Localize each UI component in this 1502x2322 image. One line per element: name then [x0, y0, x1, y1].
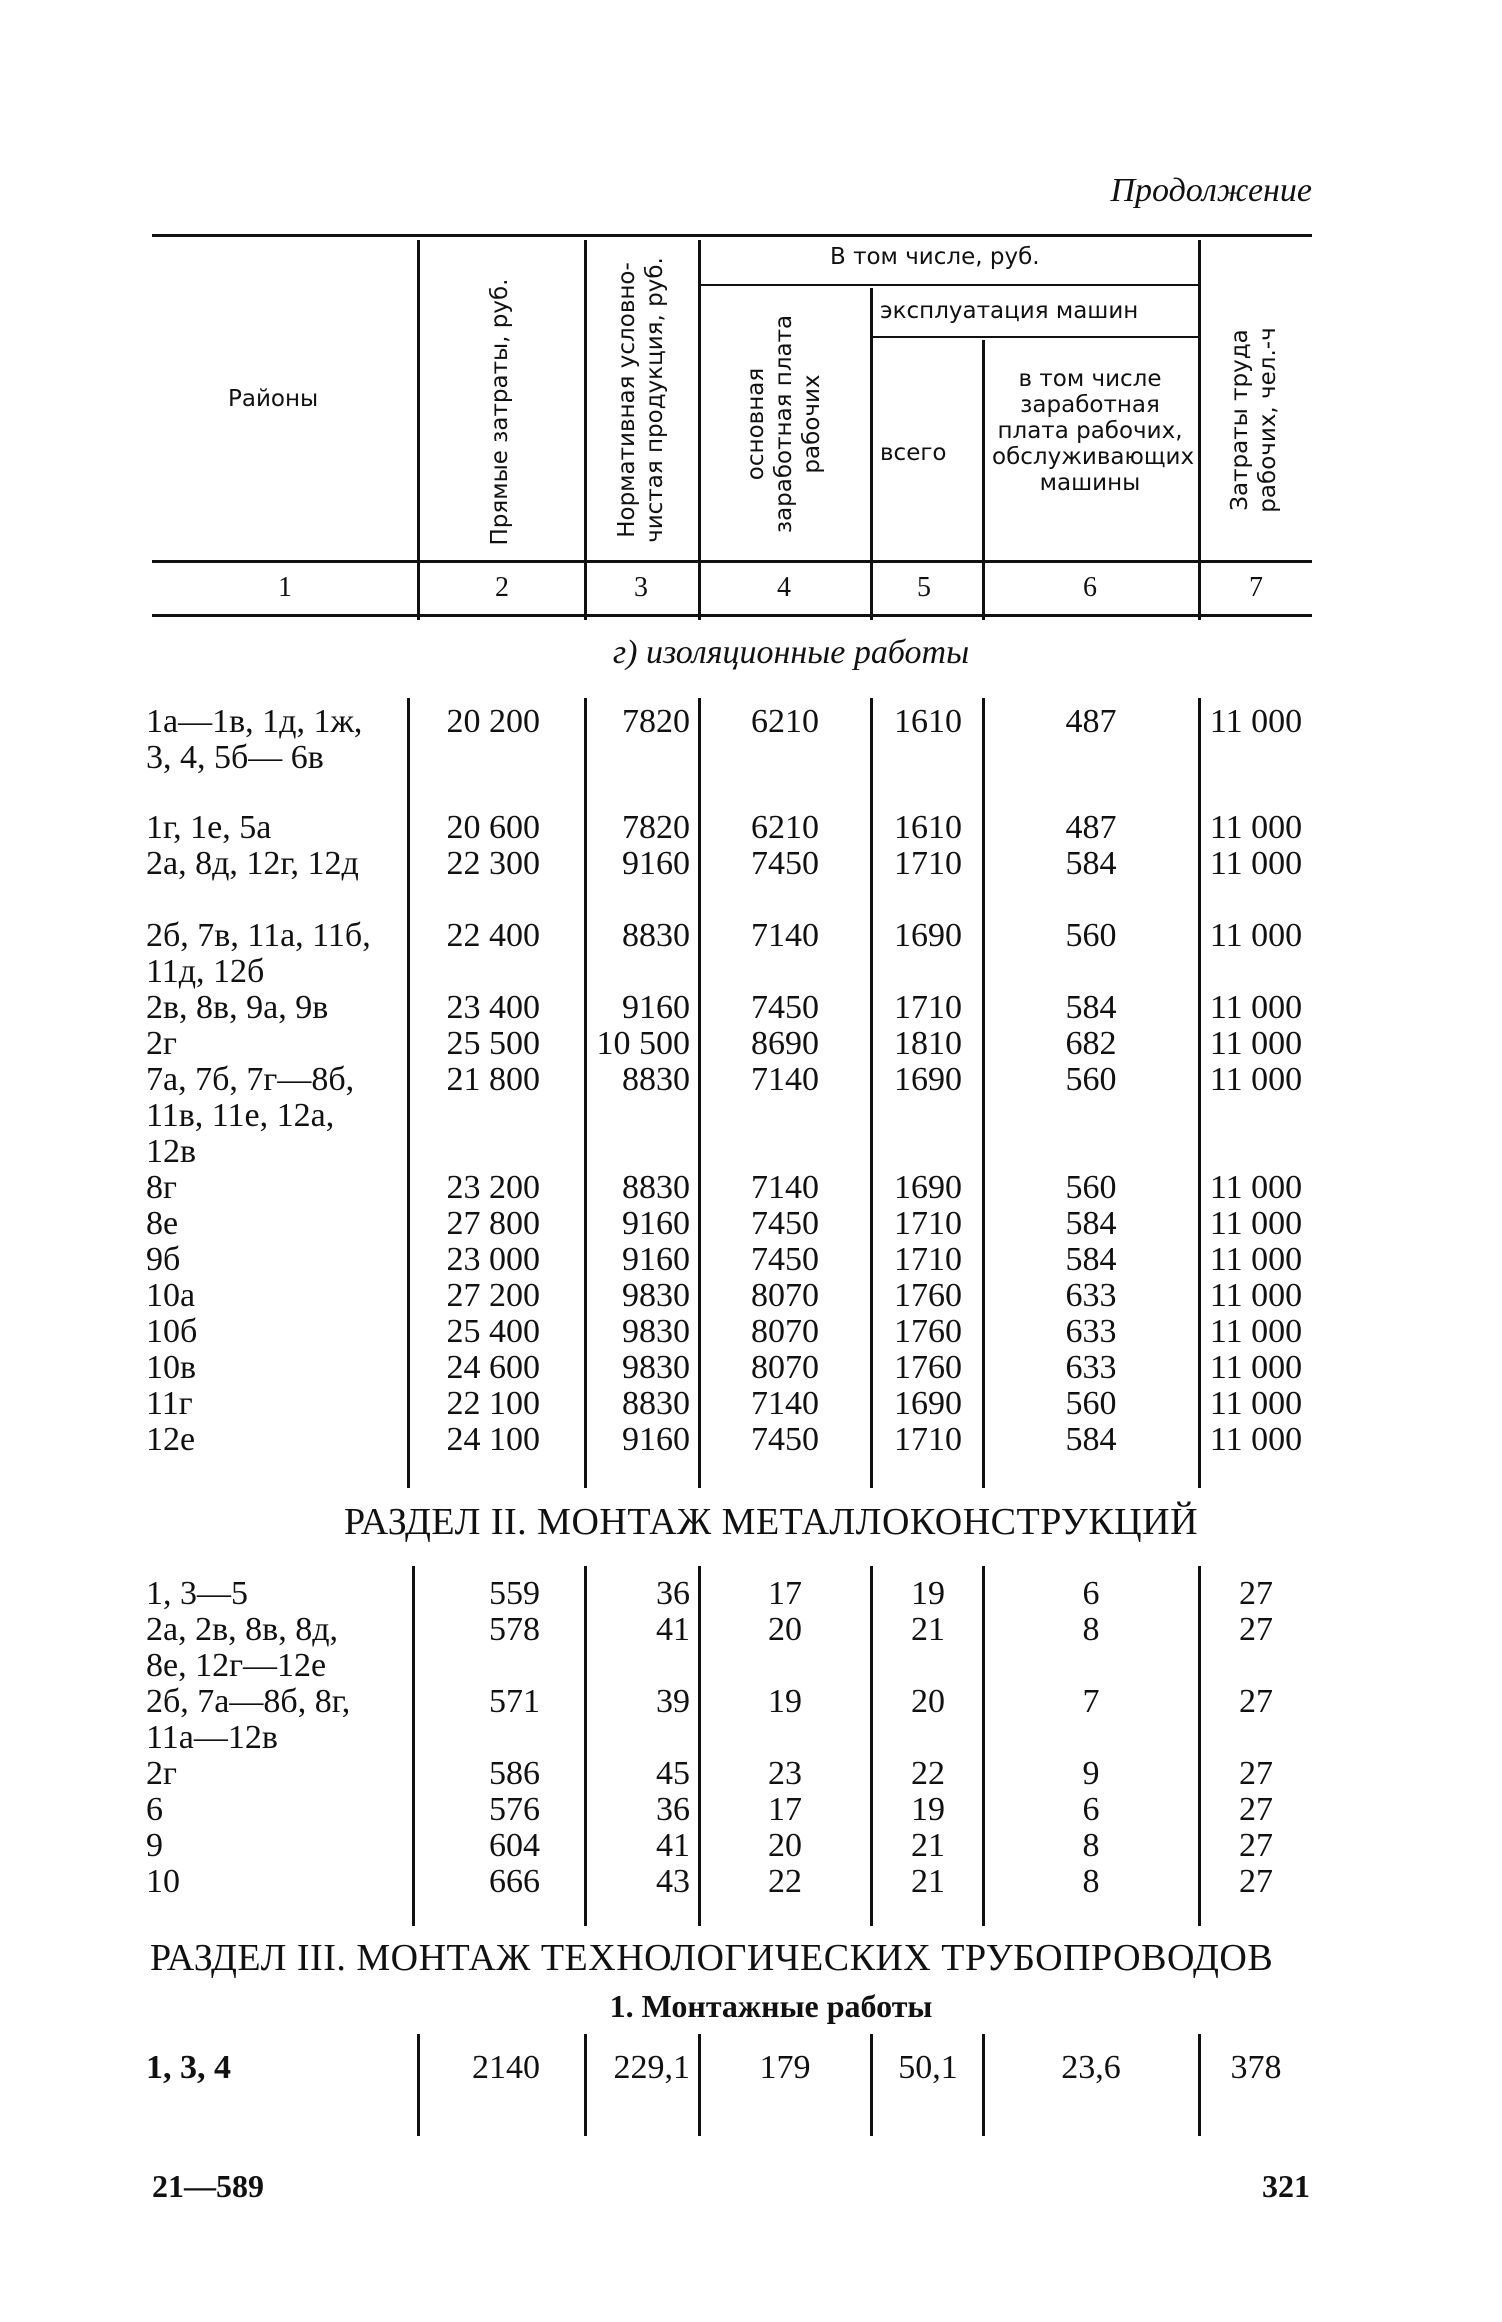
header-districts: Районы: [228, 386, 319, 412]
row-cell-c6: 584: [1065, 1421, 1117, 1458]
row-cell-c3: 9830: [622, 1277, 690, 1314]
row-district: 2б, 7а—8б, 8г, 11а—12в: [146, 1683, 351, 1756]
continued-label: Продолжение: [1110, 172, 1312, 209]
row-cell-c2: 559: [489, 1575, 540, 1612]
row-cell-c2: 23 400: [446, 989, 540, 1026]
row-cell-c3: 9160: [622, 1241, 690, 1278]
row-cell-c4: 7140: [751, 917, 819, 954]
row-cell-c6: 560: [1065, 1061, 1117, 1098]
row-cell-c4: 7450: [751, 1421, 819, 1458]
row-cell-c7: 11 000: [1209, 809, 1303, 846]
row-cell-c3: 43: [656, 1863, 690, 1900]
row-cell-c6: 8: [1082, 1611, 1100, 1648]
row-cell-c4: 20: [768, 1827, 802, 1864]
colnum-7: 7: [1249, 572, 1263, 603]
row-cell-c6: 584: [1065, 989, 1117, 1026]
row-cell-c7: 27: [1239, 1827, 1273, 1864]
row-cell-c5: 1690: [894, 917, 962, 954]
row-cell-c5: 22: [911, 1755, 945, 1792]
header-labor-costs: Затраты труда рабочих, чел.-ч: [1227, 327, 1281, 513]
row-cell-c7: 11 000: [1209, 1349, 1303, 1386]
row-cell-c4: 8690: [751, 1025, 819, 1062]
row-cell-c4: 17: [768, 1575, 802, 1612]
row-cell-c6: 9: [1082, 1755, 1100, 1792]
row-cell-c2: 27 800: [446, 1205, 540, 1242]
row-cell-c3: 9160: [622, 989, 690, 1026]
header-bottom-rule: [152, 560, 1312, 563]
row-cell-c6: 560: [1065, 1385, 1117, 1422]
row-cell-c5: 19: [911, 1791, 945, 1828]
row-cell-c2: 20 600: [446, 809, 540, 846]
header-machine-operation: эксплуатация машин: [880, 298, 1139, 324]
row-cell-c6: 633: [1065, 1313, 1117, 1350]
row-cell-c2: 24 100: [446, 1421, 540, 1458]
row-cell-c5: 1610: [894, 703, 962, 740]
row-cell-c4: 7450: [751, 1205, 819, 1242]
row-district: 6: [146, 1791, 163, 1828]
row-cell-c7: 27: [1239, 1791, 1273, 1828]
row-cell-c3: 8830: [622, 1169, 690, 1206]
row-cell-c3: 8830: [622, 917, 690, 954]
row-cell-c6: 487: [1065, 703, 1117, 740]
row-cell-c6: 8: [1082, 1863, 1100, 1900]
footer-signature: 21—589: [152, 2168, 264, 2204]
row-district: 8г: [146, 1169, 177, 1206]
row-cell-c3: 9160: [622, 1205, 690, 1242]
row-cell-c3: 36: [656, 1575, 690, 1612]
row-cell-c2: 20 200: [446, 703, 540, 740]
row-cell-c5: 1710: [894, 1205, 962, 1242]
row-cell-c5: 1760: [894, 1349, 962, 1386]
row-cell-c7: 11 000: [1209, 1385, 1303, 1422]
row-cell-c7: 11 000: [1209, 703, 1303, 740]
row-cell-c2: 25 500: [446, 1025, 540, 1062]
row-cell-c4: 179: [759, 2049, 811, 2086]
row-cell-c3: 9830: [622, 1349, 690, 1386]
row-cell-c5: 1690: [894, 1169, 962, 1206]
row-cell-c2: 604: [489, 1827, 540, 1864]
row-cell-c7: 11 000: [1209, 1205, 1303, 1242]
row-cell-c7: 11 000: [1209, 845, 1303, 882]
row-cell-c7: 27: [1239, 1755, 1273, 1792]
section-3-subtitle: 1. Монтажные работы: [609, 1988, 933, 2024]
row-district: 1, 3, 4: [146, 2049, 231, 2086]
row-cell-c5: 1710: [894, 1241, 962, 1278]
section-3-title: РАЗДЕЛ III. МОНТАЖ ТЕХНОЛОГИЧЕСКИХ ТРУБОПРОВОДОВ: [150, 1937, 1274, 1979]
row-district: 2в, 8в, 9а, 9в: [146, 989, 329, 1026]
row-cell-c5: 21: [911, 1863, 945, 1900]
row-cell-c4: 20: [768, 1611, 802, 1648]
row-cell-c7: 11 000: [1209, 1241, 1303, 1278]
colnum-5: 5: [917, 572, 931, 603]
row-cell-c4: 23: [768, 1755, 802, 1792]
row-cell-c4: 7140: [751, 1169, 819, 1206]
row-cell-c2: 25 400: [446, 1313, 540, 1350]
row-cell-c6: 6: [1082, 1575, 1100, 1612]
header-including: В том числе, руб.: [830, 244, 1040, 270]
row-cell-c7: 11 000: [1209, 989, 1303, 1026]
row-district: 2г: [146, 1755, 177, 1792]
row-cell-c6: 23,6: [1061, 2049, 1121, 2086]
row-cell-c3: 36: [656, 1791, 690, 1828]
header-base-wage: основная заработная плата рабочих: [743, 314, 825, 534]
row-cell-c4: 22: [768, 1863, 802, 1900]
row-district: 1а—1в, 1д, 1ж, 3, 4, 5б— 6в: [146, 703, 363, 776]
row-cell-c3: 41: [656, 1611, 690, 1648]
row-cell-c5: 21: [911, 1827, 945, 1864]
row-cell-c2: 578: [489, 1611, 540, 1648]
row-cell-c2: 586: [489, 1755, 540, 1792]
colnum-3: 3: [634, 572, 648, 603]
row-cell-c6: 7: [1082, 1683, 1100, 1720]
colnum-6: 6: [1083, 572, 1097, 603]
row-cell-c3: 45: [656, 1755, 690, 1792]
row-cell-c6: 584: [1065, 1241, 1117, 1278]
row-district: 9б: [146, 1241, 181, 1278]
row-district: 10б: [146, 1313, 198, 1350]
row-cell-c3: 229,1: [613, 2049, 690, 2086]
row-cell-c2: 24 600: [446, 1349, 540, 1386]
row-cell-c3: 9160: [622, 1421, 690, 1458]
row-cell-c7: 27: [1239, 1863, 1273, 1900]
row-district: 10в: [146, 1349, 197, 1386]
row-cell-c3: 10 500: [596, 1025, 690, 1062]
row-cell-c3: 9160: [622, 845, 690, 882]
header-normative-output: Нормативная условно-чистая продукция, руб.: [614, 257, 668, 543]
row-cell-c7: 11 000: [1209, 1061, 1303, 1098]
row-cell-c3: 41: [656, 1827, 690, 1864]
row-cell-c6: 584: [1065, 845, 1117, 882]
row-district: 2г: [146, 1025, 177, 1062]
row-cell-c5: 1610: [894, 809, 962, 846]
row-cell-c5: 1760: [894, 1277, 962, 1314]
row-cell-c7: 27: [1239, 1683, 1273, 1720]
row-cell-c7: 27: [1239, 1575, 1273, 1612]
header-total: всего: [880, 440, 947, 466]
row-cell-c7: 378: [1230, 2049, 1282, 2086]
row-cell-c4: 6210: [751, 703, 819, 740]
colnum-4: 4: [777, 572, 791, 603]
row-cell-c6: 8: [1082, 1827, 1100, 1864]
row-district: 11г: [146, 1385, 193, 1422]
row-district: 7а, 7б, 7г—8б, 11в, 11е, 12а, 12в: [146, 1061, 355, 1170]
row-cell-c6: 682: [1065, 1025, 1117, 1062]
row-cell-c5: 1760: [894, 1313, 962, 1350]
row-cell-c3: 7820: [622, 809, 690, 846]
row-district: 2а, 8д, 12г, 12д: [146, 845, 359, 882]
row-cell-c5: 1710: [894, 1421, 962, 1458]
row-cell-c4: 8070: [751, 1277, 819, 1314]
row-cell-c6: 560: [1065, 917, 1117, 954]
row-cell-c5: 1710: [894, 845, 962, 882]
row-district: 8е: [146, 1205, 179, 1242]
row-cell-c7: 11 000: [1209, 1277, 1303, 1314]
row-cell-c3: 8830: [622, 1385, 690, 1422]
row-cell-c4: 8070: [751, 1349, 819, 1386]
row-cell-c6: 6: [1082, 1791, 1100, 1828]
row-cell-c3: 9830: [622, 1313, 690, 1350]
including-rule: [698, 284, 1198, 286]
row-cell-c7: 27: [1239, 1611, 1273, 1648]
row-district: 10а: [146, 1277, 196, 1314]
row-cell-c4: 8070: [751, 1313, 819, 1350]
row-district: 1, 3—5: [146, 1575, 248, 1612]
row-district: 10: [146, 1863, 180, 1900]
row-cell-c5: 1690: [894, 1061, 962, 1098]
row-cell-c2: 666: [489, 1863, 540, 1900]
header-including-wage: в том числе заработная плата рабочих, обслуживающих машины: [992, 366, 1195, 496]
row-cell-c4: 7140: [751, 1385, 819, 1422]
row-cell-c3: 8830: [622, 1061, 690, 1098]
row-cell-c4: 19: [768, 1683, 802, 1720]
row-cell-c3: 7820: [622, 703, 690, 740]
row-cell-c4: 7450: [751, 989, 819, 1026]
row-district: 12е: [146, 1421, 196, 1458]
row-cell-c2: 571: [489, 1683, 540, 1720]
section-g-title: г) изоляционные работы: [612, 634, 970, 671]
row-cell-c7: 11 000: [1209, 917, 1303, 954]
row-cell-c7: 11 000: [1209, 1421, 1303, 1458]
row-district: 1г, 1е, 5а: [146, 809, 272, 846]
row-cell-c6: 560: [1065, 1169, 1117, 1206]
row-cell-c2: 22 400: [446, 917, 540, 954]
row-cell-c6: 633: [1065, 1277, 1117, 1314]
row-cell-c7: 11 000: [1209, 1313, 1303, 1350]
page-number: 321: [1262, 2168, 1310, 2204]
row-cell-c5: 1690: [894, 1385, 962, 1422]
row-cell-c7: 11 000: [1209, 1025, 1303, 1062]
row-cell-c2: 23 200: [446, 1169, 540, 1206]
row-cell-c6: 633: [1065, 1349, 1117, 1386]
row-cell-c4: 17: [768, 1791, 802, 1828]
row-cell-c3: 39: [656, 1683, 690, 1720]
colnum-bottom-rule: [152, 614, 1312, 617]
row-cell-c2: 576: [489, 1791, 540, 1828]
row-cell-c2: 27 200: [446, 1277, 540, 1314]
row-cell-c2: 2140: [472, 2049, 540, 2086]
colnum-2: 2: [495, 572, 509, 603]
row-cell-c5: 20: [911, 1683, 945, 1720]
machines-rule: [872, 336, 1198, 338]
row-cell-c2: 21 800: [446, 1061, 540, 1098]
row-district: 9: [146, 1827, 163, 1864]
row-cell-c7: 11 000: [1209, 1169, 1303, 1206]
row-district: 2а, 2в, 8в, 8д, 8е, 12г—12е: [146, 1611, 338, 1684]
row-cell-c5: 50,1: [898, 2049, 958, 2086]
row-cell-c5: 1810: [894, 1025, 962, 1062]
row-cell-c5: 19: [911, 1575, 945, 1612]
row-district: 2б, 7в, 11а, 11б, 11д, 12б: [146, 917, 371, 990]
colnum-1: 1: [278, 572, 292, 603]
row-cell-c4: 7450: [751, 845, 819, 882]
header-direct-costs: Прямые затраты, руб.: [487, 278, 513, 546]
row-cell-c4: 6210: [751, 809, 819, 846]
row-cell-c2: 22 300: [446, 845, 540, 882]
row-cell-c6: 487: [1065, 809, 1117, 846]
row-cell-c2: 22 100: [446, 1385, 540, 1422]
row-cell-c5: 21: [911, 1611, 945, 1648]
header-top-rule: [152, 234, 1312, 237]
section-2-title: РАЗДЕЛ II. МОНТАЖ МЕТАЛЛОКОНСТРУКЦИЙ: [343, 1501, 1199, 1543]
row-cell-c6: 584: [1065, 1205, 1117, 1242]
row-cell-c5: 1710: [894, 989, 962, 1026]
row-cell-c4: 7140: [751, 1061, 819, 1098]
row-cell-c2: 23 000: [446, 1241, 540, 1278]
row-cell-c4: 7450: [751, 1241, 819, 1278]
